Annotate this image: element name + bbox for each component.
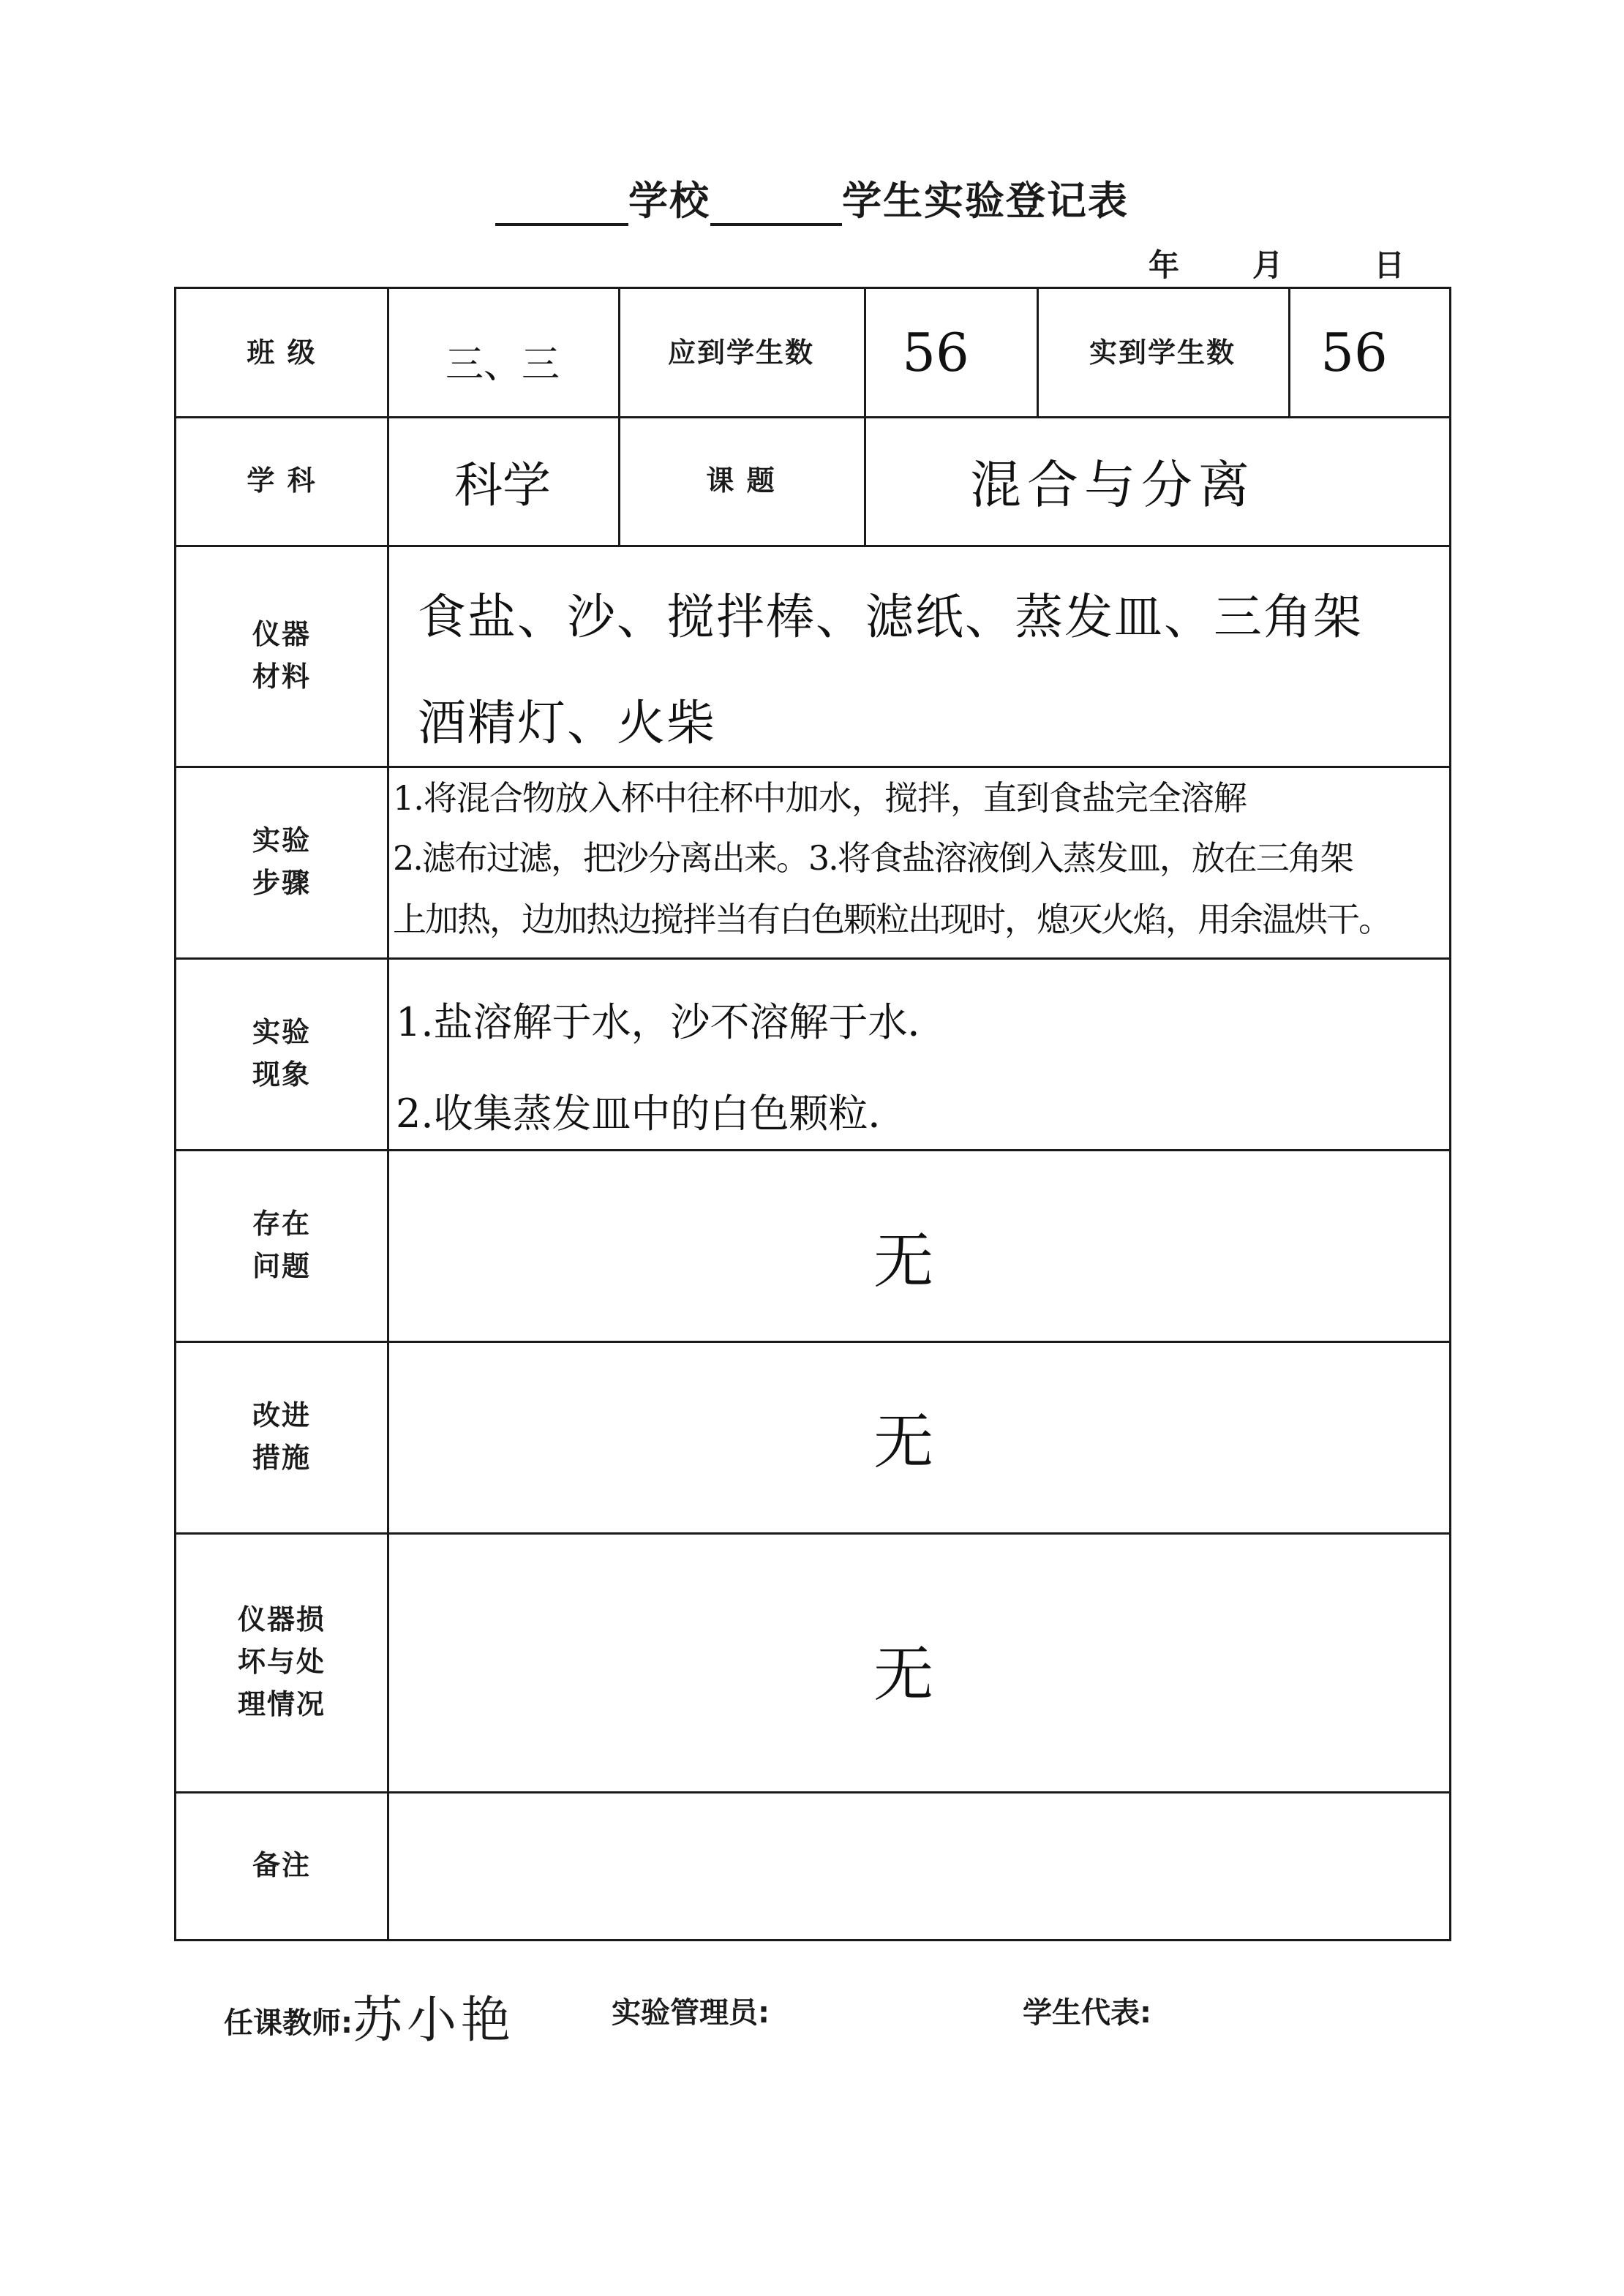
student-rep-label: 学生代表: (1023, 1996, 1151, 2030)
remarks-label: 备注 (252, 1849, 311, 1881)
materials-label (176, 545, 387, 766)
improvements-label (176, 1341, 387, 1532)
steps-label-line: 实验 (252, 824, 311, 857)
topic-label: 课 题 (706, 464, 776, 497)
problems-label-line: 问题 (252, 1250, 311, 1282)
teacher-signature: 苏小艳 (353, 1992, 516, 2050)
problems-label (176, 1149, 387, 1341)
phenomena-line-2: 2.收集蒸发皿中的白色颗粒． (396, 1091, 908, 1137)
phenomena-line-1: 1.盐溶解于水，沙不溶解于水． (396, 999, 947, 1045)
form-title (0, 170, 1624, 226)
form-name: 学生实验登记表 (842, 178, 1129, 224)
teacher-label: 任课教师: (224, 2006, 353, 2040)
topic-value: 混合与分离 (970, 454, 1255, 515)
registration-form (174, 287, 1451, 1941)
class-value: 三、三 (445, 342, 560, 387)
grade-blank (710, 179, 842, 226)
subject-label: 学 科 (247, 464, 317, 497)
date-month-label: 月 (1252, 247, 1284, 283)
materials-label-line: 材料 (252, 660, 311, 693)
damage-label (176, 1532, 387, 1791)
steps-line-3: 上加热，边加热边搅拌当有白色颗粒出现时，熄灭火焰，用余温烘干。 (393, 900, 1391, 939)
damage-value: 无 (873, 1639, 933, 1709)
school-suffix: 学校 (628, 178, 710, 224)
actual-students-value: 56 (1320, 322, 1388, 383)
class-label: 班 级 (247, 336, 317, 369)
problems-label-line: 存在 (252, 1208, 311, 1240)
damage-label-line: 仪器损 (237, 1603, 326, 1636)
lab-manager-label: 实验管理员: (612, 1996, 770, 2030)
steps-label-line: 步骤 (252, 867, 311, 899)
teacher-field (224, 1981, 515, 2052)
expected-students-label: 应到学生数 (667, 336, 814, 369)
date-line (1141, 241, 1405, 285)
steps-label (176, 766, 387, 957)
materials-line-1: 食盐、沙、搅拌棒、滤纸、蒸发皿、三角架 (418, 589, 1363, 645)
materials-line-2: 酒精灯、火柴 (418, 695, 716, 751)
steps-line-1: 1.将混合物放入杯中往杯中加水，搅拌，直到食盐完全溶解 (393, 778, 1247, 818)
date-day-label: 日 (1374, 247, 1405, 283)
improvements-label-line: 措施 (252, 1442, 311, 1474)
phenomena-label (176, 957, 387, 1149)
remarks-value (387, 1791, 1449, 1939)
phenomena-label-line: 实验 (252, 1016, 311, 1048)
materials-label-line: 仪器 (252, 618, 311, 650)
actual-students-label: 实到学生数 (1089, 336, 1236, 369)
damage-label-line: 坏与处 (237, 1646, 326, 1678)
steps-line-2: 2.滤布过滤，把沙分离出来。3.将食盐溶液倒入蒸发皿，放在三角架 (393, 838, 1353, 878)
date-year-label: 年 (1149, 247, 1180, 283)
subject-value: 科学 (454, 456, 551, 513)
damage-label-line: 理情况 (237, 1688, 326, 1720)
school-name-blank (495, 179, 628, 226)
improvements-label-line: 改进 (252, 1399, 311, 1431)
improvements-value: 无 (873, 1407, 933, 1477)
phenomena-label-line: 现象 (252, 1058, 311, 1091)
expected-students-value: 56 (902, 322, 969, 383)
problems-value: 无 (873, 1226, 933, 1296)
